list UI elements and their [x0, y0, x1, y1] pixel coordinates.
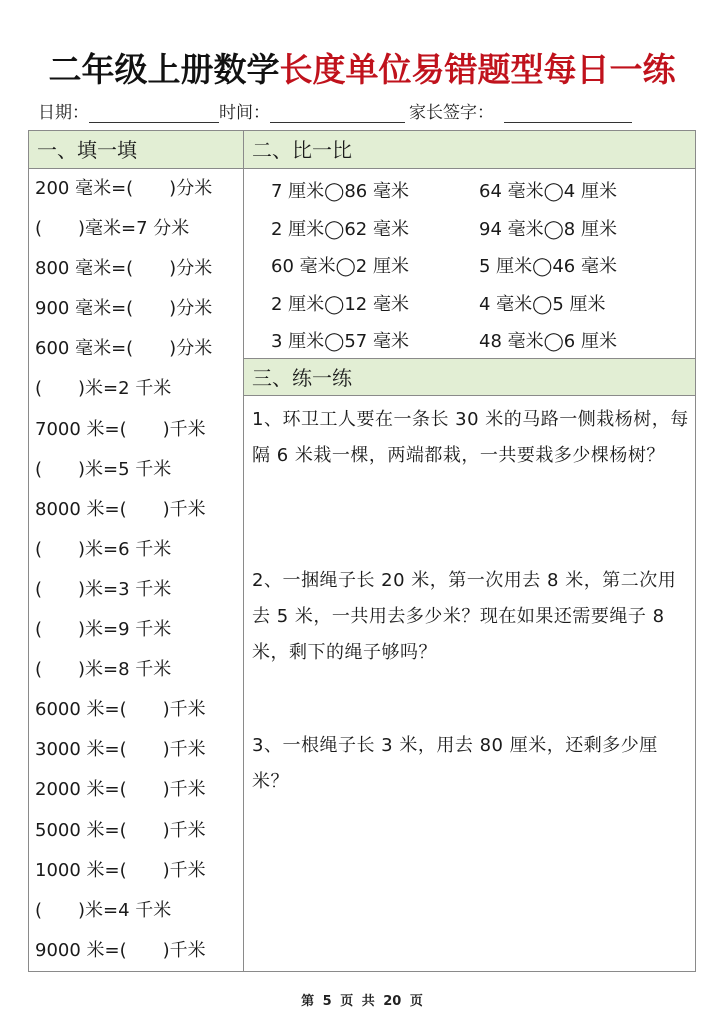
fill-item[interactable]: 200 毫米=( )分米	[35, 178, 213, 199]
fill-item[interactable]: ( )米=9 千米	[35, 619, 172, 641]
time-field[interactable]	[270, 102, 405, 123]
fill-item[interactable]: 900 毫米=( )分米	[35, 298, 213, 320]
date-label: 日期：	[38, 103, 89, 123]
compare-item[interactable]: 3 厘米◯57 毫米	[271, 331, 409, 352]
fill-item[interactable]: 1000 米=( )千米	[35, 859, 206, 881]
fill-item[interactable]: 600 毫米=( )分米	[35, 338, 213, 360]
compare-item[interactable]: 5 厘米◯46 毫米	[479, 256, 617, 277]
fill-item[interactable]: 7000 米=( )千米	[35, 418, 206, 440]
title-topic: 长度单位易错题型每日一练	[279, 50, 676, 89]
section-fill-in	[29, 131, 244, 971]
signature-label: 家长签字：	[409, 103, 494, 123]
compare-item[interactable]: 2 厘米◯62 毫米	[271, 218, 409, 240]
section-compare	[244, 169, 695, 359]
fill-item[interactable]: 6000 米=( )千米	[35, 699, 206, 721]
fill-item[interactable]: ( )米=6 千米	[35, 538, 172, 560]
fill-item[interactable]: 2000 米=( )千米	[35, 779, 206, 801]
fill-item[interactable]: ( )米=5 千米	[35, 458, 172, 480]
compare-item[interactable]: 48 毫米◯6 厘米	[479, 331, 617, 352]
section-practice	[244, 358, 695, 792]
fill-item[interactable]: ( )米=4 千米	[35, 899, 172, 921]
word-problem-1: 1、环卫工人要在一条长 30 米的马路一侧栽杨树，每隔 6 米栽一棵，两端都栽，一共要栽多少棵杨树？	[252, 409, 689, 466]
fill-item[interactable]: 5000 米=( )千米	[35, 819, 206, 841]
section-2-heading: 二、比一比	[244, 131, 695, 169]
fill-item[interactable]: ( )米=8 千米	[35, 659, 172, 681]
compare-item[interactable]: 94 毫米◯8 厘米	[479, 218, 617, 240]
info-fields	[38, 98, 698, 123]
compare-item[interactable]: 7 厘米◯86 毫米	[271, 181, 409, 202]
title-grade: 二年级上册数学	[48, 50, 280, 89]
word-problem-3: 3、一根绳子长 3 米，用去 80 厘米，还剩多少厘米？	[252, 735, 658, 792]
section-3-heading: 三、练一练	[244, 358, 695, 396]
compare-item[interactable]: 4 毫米◯5 厘米	[479, 293, 606, 315]
signature-field[interactable]	[504, 102, 632, 123]
worksheet-table	[28, 130, 696, 972]
compare-item[interactable]: 2 厘米◯12 毫米	[271, 293, 409, 315]
fill-item[interactable]: 8000 米=( )千米	[35, 498, 206, 520]
fill-item[interactable]: ( )米=3 千米	[35, 578, 172, 600]
page-number: 第 5 页 共 20 页	[301, 994, 423, 1009]
right-column	[244, 131, 695, 971]
word-problem-2: 2、一捆绳子长 20 米，第一次用去 8 米，第二次用去 5 米，一共用去多少米？现在如果还需要绳子 8 米，剩下的绳子够吗？	[252, 570, 677, 663]
fill-item[interactable]: 800 毫米=( )分米	[35, 258, 213, 280]
fill-item[interactable]: 3000 米=( )千米	[35, 739, 206, 761]
worksheet-title	[0, 44, 724, 91]
compare-item[interactable]: 60 毫米◯2 厘米	[271, 256, 409, 277]
fill-in-list	[29, 169, 243, 971]
fill-item[interactable]: 9000 米=( )千米	[35, 939, 206, 961]
date-field[interactable]	[89, 102, 219, 123]
section-1-heading: 一、填一填	[29, 131, 243, 169]
fill-item[interactable]: ( )毫米=7 分米	[35, 218, 190, 240]
compare-item[interactable]: 64 毫米◯4 厘米	[479, 181, 617, 202]
fill-item[interactable]: ( )米=2 千米	[35, 378, 172, 400]
compare-grid	[271, 173, 679, 361]
time-label: 时间：	[219, 103, 270, 123]
